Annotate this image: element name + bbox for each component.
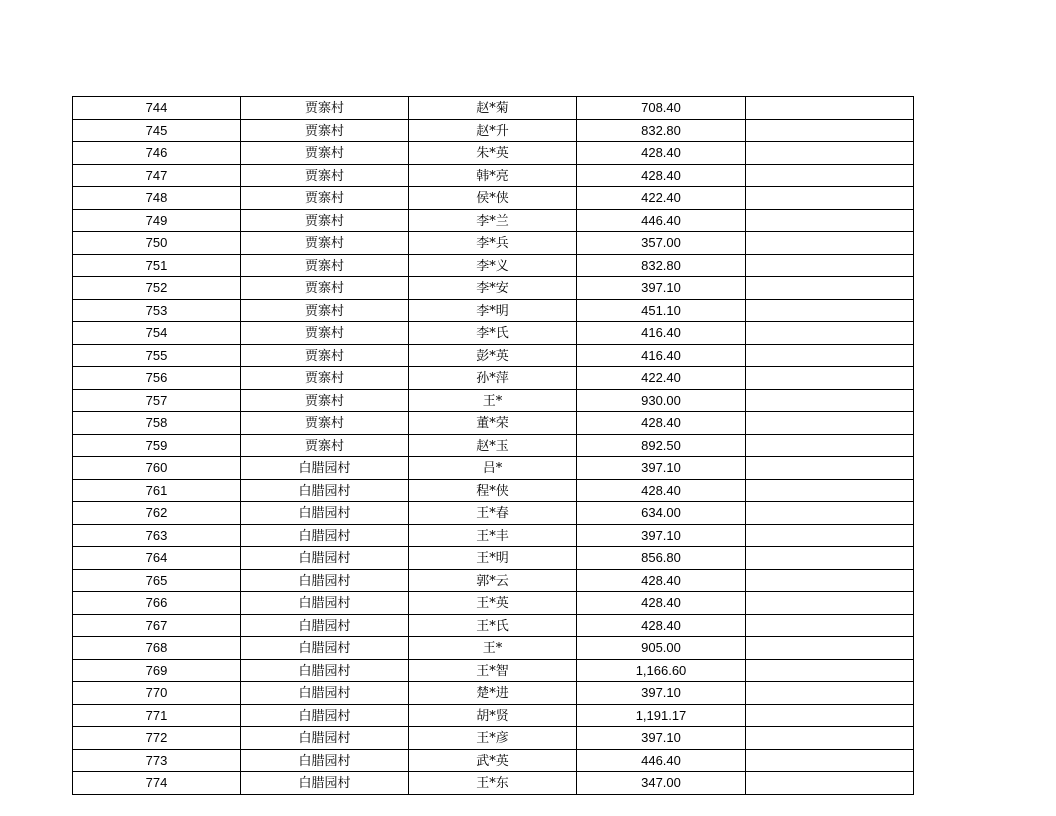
cell-name: 王*东 <box>409 772 577 795</box>
cell-note <box>746 119 914 142</box>
cell-name: 孙*萍 <box>409 367 577 390</box>
cell-note <box>746 389 914 412</box>
table-row <box>73 119 914 142</box>
cell-note <box>746 344 914 367</box>
table-row <box>73 637 914 660</box>
cell-note <box>746 727 914 750</box>
cell-number: 762 <box>73 502 241 525</box>
cell-village: 白腊园村 <box>241 682 409 705</box>
cell-amount: 428.40 <box>577 142 746 165</box>
cell-amount: 1,191.17 <box>577 704 746 727</box>
table-row <box>73 479 914 502</box>
cell-village: 白腊园村 <box>241 659 409 682</box>
cell-amount: 832.80 <box>577 119 746 142</box>
table-row <box>73 97 914 120</box>
cell-village: 白腊园村 <box>241 479 409 502</box>
cell-name: 侯*侠 <box>409 187 577 210</box>
cell-name: 朱*英 <box>409 142 577 165</box>
data-table <box>72 96 914 795</box>
cell-village: 贾寨村 <box>241 232 409 255</box>
table-row <box>73 434 914 457</box>
table-row <box>73 457 914 480</box>
cell-number: 770 <box>73 682 241 705</box>
cell-name: 王*丰 <box>409 524 577 547</box>
cell-number: 764 <box>73 547 241 570</box>
table-row <box>73 232 914 255</box>
cell-number: 769 <box>73 659 241 682</box>
cell-number: 749 <box>73 209 241 232</box>
cell-number: 748 <box>73 187 241 210</box>
cell-number: 766 <box>73 592 241 615</box>
table-row <box>73 164 914 187</box>
cell-amount: 446.40 <box>577 749 746 772</box>
cell-note <box>746 772 914 795</box>
cell-amount: 428.40 <box>577 592 746 615</box>
cell-name: 李*兰 <box>409 209 577 232</box>
cell-note <box>746 164 914 187</box>
cell-number: 744 <box>73 97 241 120</box>
cell-village: 白腊园村 <box>241 547 409 570</box>
cell-amount: 397.10 <box>577 277 746 300</box>
cell-name: 赵*升 <box>409 119 577 142</box>
cell-amount: 856.80 <box>577 547 746 570</box>
cell-number: 767 <box>73 614 241 637</box>
cell-village: 白腊园村 <box>241 637 409 660</box>
cell-amount: 1,166.60 <box>577 659 746 682</box>
cell-village: 贾寨村 <box>241 322 409 345</box>
cell-amount: 446.40 <box>577 209 746 232</box>
cell-number: 758 <box>73 412 241 435</box>
cell-village: 白腊园村 <box>241 457 409 480</box>
cell-name: 彭*英 <box>409 344 577 367</box>
table-row <box>73 592 914 615</box>
cell-name: 王*彦 <box>409 727 577 750</box>
table-row <box>73 727 914 750</box>
cell-village: 白腊园村 <box>241 524 409 547</box>
cell-note <box>746 434 914 457</box>
cell-name: 李*兵 <box>409 232 577 255</box>
table-row <box>73 547 914 570</box>
cell-note <box>746 524 914 547</box>
cell-number: 760 <box>73 457 241 480</box>
cell-village: 贾寨村 <box>241 119 409 142</box>
cell-number: 750 <box>73 232 241 255</box>
table-row <box>73 412 914 435</box>
cell-amount: 416.40 <box>577 322 746 345</box>
table-row <box>73 614 914 637</box>
cell-amount: 357.00 <box>577 232 746 255</box>
cell-village: 白腊园村 <box>241 569 409 592</box>
cell-number: 753 <box>73 299 241 322</box>
cell-village: 贾寨村 <box>241 209 409 232</box>
cell-number: 759 <box>73 434 241 457</box>
table-row <box>73 367 914 390</box>
cell-name: 李*义 <box>409 254 577 277</box>
table-row <box>73 322 914 345</box>
cell-note <box>746 547 914 570</box>
cell-amount: 930.00 <box>577 389 746 412</box>
cell-amount: 428.40 <box>577 164 746 187</box>
cell-note <box>746 142 914 165</box>
cell-name: 王* <box>409 389 577 412</box>
cell-village: 贾寨村 <box>241 299 409 322</box>
cell-note <box>746 412 914 435</box>
cell-amount: 397.10 <box>577 682 746 705</box>
cell-note <box>746 704 914 727</box>
cell-number: 754 <box>73 322 241 345</box>
cell-amount: 708.40 <box>577 97 746 120</box>
cell-note <box>746 457 914 480</box>
cell-note <box>746 187 914 210</box>
cell-note <box>746 637 914 660</box>
table-row <box>73 142 914 165</box>
table-row <box>73 749 914 772</box>
cell-number: 747 <box>73 164 241 187</box>
cell-name: 赵*菊 <box>409 97 577 120</box>
cell-name: 韩*亮 <box>409 164 577 187</box>
cell-number: 772 <box>73 727 241 750</box>
cell-note <box>746 97 914 120</box>
cell-note <box>746 659 914 682</box>
cell-village: 白腊园村 <box>241 772 409 795</box>
cell-amount: 905.00 <box>577 637 746 660</box>
cell-village: 白腊园村 <box>241 727 409 750</box>
cell-amount: 422.40 <box>577 367 746 390</box>
cell-name: 郭*云 <box>409 569 577 592</box>
cell-village: 贾寨村 <box>241 187 409 210</box>
cell-village: 白腊园村 <box>241 592 409 615</box>
cell-amount: 428.40 <box>577 569 746 592</box>
cell-number: 763 <box>73 524 241 547</box>
cell-village: 白腊园村 <box>241 502 409 525</box>
cell-note <box>746 322 914 345</box>
cell-name: 董*荣 <box>409 412 577 435</box>
cell-note <box>746 614 914 637</box>
cell-note <box>746 299 914 322</box>
cell-number: 751 <box>73 254 241 277</box>
table-row <box>73 502 914 525</box>
cell-note <box>746 592 914 615</box>
cell-amount: 634.00 <box>577 502 746 525</box>
cell-number: 765 <box>73 569 241 592</box>
cell-village: 贾寨村 <box>241 97 409 120</box>
cell-number: 746 <box>73 142 241 165</box>
cell-village: 贾寨村 <box>241 164 409 187</box>
table-row <box>73 772 914 795</box>
cell-amount: 832.80 <box>577 254 746 277</box>
cell-name: 吕* <box>409 457 577 480</box>
cell-amount: 428.40 <box>577 412 746 435</box>
cell-note <box>746 749 914 772</box>
cell-village: 白腊园村 <box>241 749 409 772</box>
cell-village: 贾寨村 <box>241 254 409 277</box>
cell-number: 768 <box>73 637 241 660</box>
cell-name: 武*英 <box>409 749 577 772</box>
cell-note <box>746 367 914 390</box>
table-row <box>73 704 914 727</box>
table-row <box>73 682 914 705</box>
cell-village: 贾寨村 <box>241 389 409 412</box>
cell-village: 贾寨村 <box>241 412 409 435</box>
cell-number: 757 <box>73 389 241 412</box>
cell-number: 756 <box>73 367 241 390</box>
cell-amount: 347.00 <box>577 772 746 795</box>
cell-note <box>746 209 914 232</box>
cell-name: 王*氏 <box>409 614 577 637</box>
cell-village: 贾寨村 <box>241 277 409 300</box>
cell-name: 程*侠 <box>409 479 577 502</box>
cell-number: 774 <box>73 772 241 795</box>
cell-village: 贾寨村 <box>241 367 409 390</box>
cell-number: 752 <box>73 277 241 300</box>
cell-name: 王*明 <box>409 547 577 570</box>
cell-note <box>746 569 914 592</box>
cell-note <box>746 682 914 705</box>
cell-village: 贾寨村 <box>241 142 409 165</box>
cell-amount: 416.40 <box>577 344 746 367</box>
cell-note <box>746 277 914 300</box>
cell-amount: 397.10 <box>577 457 746 480</box>
table-row <box>73 569 914 592</box>
cell-note <box>746 232 914 255</box>
cell-name: 王*智 <box>409 659 577 682</box>
cell-amount: 397.10 <box>577 524 746 547</box>
cell-note <box>746 479 914 502</box>
cell-name: 胡*贤 <box>409 704 577 727</box>
cell-amount: 428.40 <box>577 479 746 502</box>
cell-number: 755 <box>73 344 241 367</box>
table-row <box>73 659 914 682</box>
table-row <box>73 389 914 412</box>
table-row <box>73 344 914 367</box>
cell-name: 楚*进 <box>409 682 577 705</box>
cell-number: 761 <box>73 479 241 502</box>
cell-name: 王*春 <box>409 502 577 525</box>
cell-note <box>746 254 914 277</box>
cell-amount: 428.40 <box>577 614 746 637</box>
cell-number: 773 <box>73 749 241 772</box>
cell-name: 王* <box>409 637 577 660</box>
cell-amount: 451.10 <box>577 299 746 322</box>
cell-village: 贾寨村 <box>241 434 409 457</box>
cell-name: 王*英 <box>409 592 577 615</box>
cell-village: 白腊园村 <box>241 614 409 637</box>
cell-name: 李*安 <box>409 277 577 300</box>
table-body <box>73 97 914 795</box>
cell-amount: 397.10 <box>577 727 746 750</box>
table-row <box>73 524 914 547</box>
table-row <box>73 187 914 210</box>
cell-village: 白腊园村 <box>241 704 409 727</box>
cell-amount: 892.50 <box>577 434 746 457</box>
cell-number: 745 <box>73 119 241 142</box>
cell-name: 李*氏 <box>409 322 577 345</box>
table-row <box>73 254 914 277</box>
cell-number: 771 <box>73 704 241 727</box>
cell-amount: 422.40 <box>577 187 746 210</box>
cell-name: 李*明 <box>409 299 577 322</box>
cell-village: 贾寨村 <box>241 344 409 367</box>
cell-note <box>746 502 914 525</box>
cell-name: 赵*玉 <box>409 434 577 457</box>
table-row <box>73 299 914 322</box>
table-row <box>73 277 914 300</box>
table-row <box>73 209 914 232</box>
